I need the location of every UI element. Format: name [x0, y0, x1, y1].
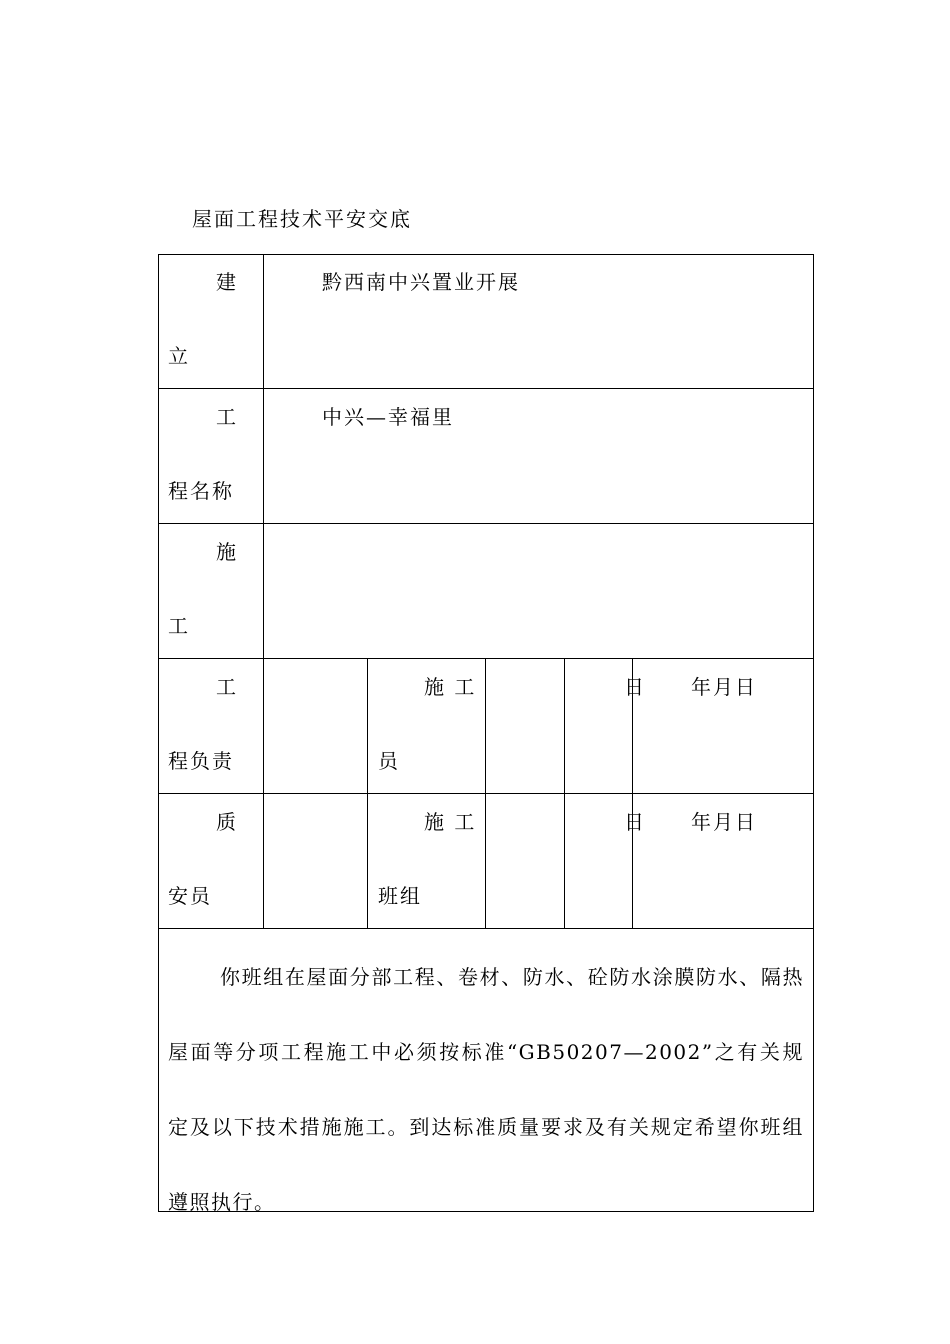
- project-label-line1: 工: [216, 405, 238, 429]
- safety-label-line1: 质: [216, 810, 238, 834]
- construction-label-line2: 工: [168, 614, 190, 638]
- table-border-right: [813, 254, 814, 1212]
- safety-date-prefix: 日: [624, 810, 646, 834]
- team-label-line2: 班组: [378, 884, 422, 908]
- row-divider: [158, 388, 814, 389]
- row-divider: [158, 523, 814, 524]
- client-label-line1: 建: [216, 270, 238, 294]
- client-value: 黔西南中兴置业开展: [322, 270, 520, 294]
- project-value: 中兴—幸福里: [322, 405, 454, 429]
- manager-label-line2: 程负责: [168, 749, 234, 773]
- row-divider: [158, 928, 814, 929]
- construction-label-line1: 施: [216, 540, 238, 564]
- column-divider: [564, 658, 565, 928]
- worker-label-line1: 施 工: [424, 675, 477, 699]
- column-divider: [367, 658, 368, 928]
- row-divider: [158, 793, 814, 794]
- disclosure-paragraph: 你班组在屋面分部工程、卷材、防水、砼防水涂膜防水、隔热屋面等分项工程施工中必须按标准“GB50207—2002”之有关规定及以下技术措施施工。到达标准质量要求及有关规定希望你班组遵照执行。: [168, 965, 804, 1214]
- worker-label-line2: 员: [378, 749, 400, 773]
- column-divider: [485, 658, 486, 928]
- safety-date: 年月日: [691, 810, 757, 834]
- manager-date-prefix: 日: [624, 675, 646, 699]
- team-label-line1: 施 工: [424, 810, 477, 834]
- safety-label-line2: 安员: [168, 884, 212, 908]
- manager-label-line1: 工: [216, 675, 238, 699]
- table-border-left: [158, 254, 159, 1212]
- manager-date: 年月日: [691, 675, 757, 699]
- column-divider: [263, 254, 264, 928]
- document-title: 屋面工程技术平安交底: [192, 207, 412, 231]
- row-divider: [158, 658, 814, 659]
- disclosure-table: [158, 254, 814, 1212]
- project-label-line2: 程名称: [168, 479, 234, 503]
- client-label-line2: 立: [168, 344, 190, 368]
- table-border-top: [158, 254, 814, 255]
